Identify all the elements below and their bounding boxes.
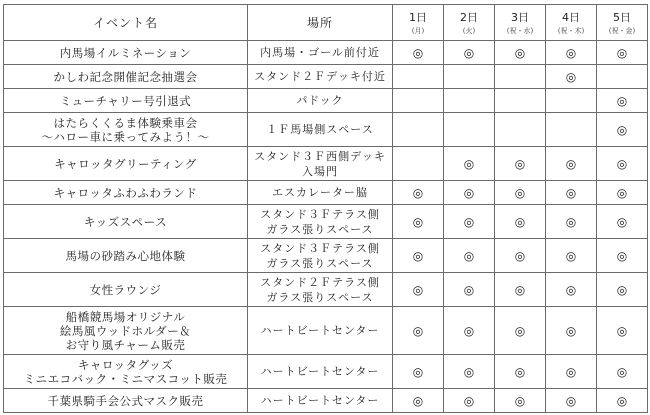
held-mark-icon: ◎	[616, 156, 628, 171]
day-4-cell	[546, 181, 597, 205]
place-line: ハートビートセンター	[260, 324, 380, 337]
day-number: 2日	[460, 10, 478, 24]
table-row	[4, 389, 648, 413]
held-mark-icon: ◎	[412, 214, 424, 229]
day-weekday: (火)	[462, 26, 476, 35]
day-2-cell	[444, 205, 495, 239]
held-mark-icon: ◎	[616, 93, 628, 108]
event-name-cell	[4, 113, 248, 147]
day-4-cell	[546, 89, 597, 113]
day-1-cell	[393, 273, 444, 307]
held-mark-icon: ◎	[463, 156, 475, 171]
place-line: 内馬場・ゴール前付近	[260, 46, 380, 59]
day-4-cell	[546, 65, 597, 89]
place-line: ハートビートセンター	[260, 394, 380, 407]
place-line: スタンド２Ｆデッキ付近	[254, 70, 386, 83]
day-3-cell	[495, 181, 546, 205]
day-1-cell	[393, 147, 444, 181]
event-name-line: キャロッタグッズ	[77, 357, 174, 372]
held-mark-icon: ◎	[412, 282, 424, 297]
header-day-4	[546, 5, 597, 41]
day-2-cell	[444, 89, 495, 113]
held-mark-icon: ◎	[616, 393, 628, 408]
held-mark-icon: ◎	[514, 185, 526, 200]
place-line: ガラス張りスペース	[266, 256, 374, 270]
header-day-2	[444, 5, 495, 41]
place-line: 入場門	[302, 164, 338, 178]
place-line: エスカレーター脇	[272, 186, 368, 199]
day-3-cell	[495, 205, 546, 239]
day-5-cell	[597, 389, 648, 413]
schedule-body	[4, 41, 648, 413]
held-mark-icon: ◎	[565, 323, 577, 338]
held-mark-icon: ◎	[514, 214, 526, 229]
day-3-cell	[495, 389, 546, 413]
event-name-line: キッズスペース	[83, 214, 168, 229]
place-line: スタンド２Ｆテラス側	[260, 275, 380, 289]
day-weekday: (祝・水)	[506, 26, 534, 35]
table-row	[4, 273, 648, 307]
place-line: スタンド３Ｆ西側デッキ	[254, 149, 386, 163]
day-1-cell	[393, 205, 444, 239]
day-3-cell	[495, 147, 546, 181]
header-day-5	[597, 5, 648, 41]
day-4-cell	[546, 389, 597, 413]
day-5-cell	[597, 65, 648, 89]
held-mark-icon: ◎	[463, 282, 475, 297]
held-mark-icon: ◎	[565, 185, 577, 200]
event-name-line: ミューチャリー号引退式	[59, 93, 192, 108]
day-3-cell	[495, 355, 546, 389]
header-place: 場所	[248, 5, 393, 41]
held-mark-icon: ◎	[565, 248, 577, 263]
event-name-line: 千葉県騎手会公式マスク販売	[47, 393, 204, 408]
day-4-cell	[546, 273, 597, 307]
day-3-cell	[495, 113, 546, 147]
held-mark-icon: ◎	[616, 323, 628, 338]
held-mark-icon: ◎	[616, 248, 628, 263]
day-3-cell	[495, 41, 546, 65]
held-mark-icon: ◎	[514, 364, 526, 379]
day-4-cell	[546, 41, 597, 65]
event-name-line: 内馬場イルミネーション	[59, 45, 192, 60]
day-2-cell	[444, 273, 495, 307]
held-mark-icon: ◎	[463, 214, 475, 229]
table-row	[4, 205, 648, 239]
day-1-cell	[393, 307, 444, 355]
held-mark-icon: ◎	[565, 45, 577, 60]
event-name-line: かしわ記念開催記念抽選会	[53, 69, 198, 84]
event-name-line: ミニエコバック・ミニマスコット販売	[23, 371, 228, 386]
day-2-cell	[444, 41, 495, 65]
held-mark-icon: ◎	[616, 185, 628, 200]
event-name-cell	[4, 147, 248, 181]
held-mark-icon: ◎	[565, 282, 577, 297]
held-mark-icon: ◎	[514, 323, 526, 338]
place-line: ガラス張りスペース	[266, 222, 374, 236]
day-2-cell	[444, 147, 495, 181]
day-1-cell	[393, 239, 444, 273]
event-name-line: お守り風チャーム販売	[65, 337, 186, 352]
place-cell	[248, 41, 393, 65]
day-2-cell	[444, 181, 495, 205]
day-5-cell	[597, 113, 648, 147]
event-name-cell	[4, 239, 248, 273]
held-mark-icon: ◎	[463, 248, 475, 263]
day-5-cell	[597, 355, 648, 389]
day-number: 1日	[409, 10, 427, 24]
event-name-cell	[4, 65, 248, 89]
table-row	[4, 113, 648, 147]
event-name-line: 馬場の砂踏み心地体験	[65, 248, 186, 263]
held-mark-icon: ◎	[514, 248, 526, 263]
event-schedule-table	[3, 4, 648, 413]
event-name-cell	[4, 89, 248, 113]
held-mark-icon: ◎	[616, 45, 628, 60]
day-number: 3日	[511, 10, 529, 24]
table-row	[4, 181, 648, 205]
place-line: パドック	[296, 94, 344, 107]
place-cell	[248, 147, 393, 181]
held-mark-icon: ◎	[412, 248, 424, 263]
held-mark-icon: ◎	[463, 393, 475, 408]
place-cell	[248, 181, 393, 205]
held-mark-icon: ◎	[463, 323, 475, 338]
day-5-cell	[597, 89, 648, 113]
event-name-cell	[4, 355, 248, 389]
day-5-cell	[597, 307, 648, 355]
place-cell	[248, 273, 393, 307]
day-4-cell	[546, 239, 597, 273]
day-5-cell	[597, 181, 648, 205]
day-1-cell	[393, 41, 444, 65]
day-4-cell	[546, 355, 597, 389]
place-cell	[248, 65, 393, 89]
held-mark-icon: ◎	[616, 122, 628, 137]
held-mark-icon: ◎	[514, 45, 526, 60]
held-mark-icon: ◎	[412, 323, 424, 338]
held-mark-icon: ◎	[616, 214, 628, 229]
day-1-cell	[393, 113, 444, 147]
day-number: 5日	[613, 10, 631, 24]
held-mark-icon: ◎	[514, 156, 526, 171]
place-line: スタンド３Ｆテラス側	[260, 241, 380, 255]
day-1-cell	[393, 181, 444, 205]
held-mark-icon: ◎	[565, 364, 577, 379]
place-cell	[248, 389, 393, 413]
day-5-cell	[597, 239, 648, 273]
day-1-cell	[393, 389, 444, 413]
day-1-cell	[393, 89, 444, 113]
day-3-cell	[495, 89, 546, 113]
event-name-cell	[4, 389, 248, 413]
day-2-cell	[444, 65, 495, 89]
held-mark-icon: ◎	[412, 185, 424, 200]
day-2-cell	[444, 113, 495, 147]
event-name-cell	[4, 307, 248, 355]
event-name-line: 船橋競馬場オリジナル	[65, 309, 186, 324]
place-cell	[248, 89, 393, 113]
place-line: ガラス張りスペース	[266, 290, 374, 304]
header-row	[4, 5, 648, 41]
header-event-name: イベント名	[4, 5, 248, 41]
event-name-line: はたらくくるま体験乗車会	[53, 115, 198, 130]
held-mark-icon: ◎	[616, 364, 628, 379]
event-name-cell	[4, 205, 248, 239]
day-1-cell	[393, 355, 444, 389]
place-cell	[248, 355, 393, 389]
event-name-cell	[4, 41, 248, 65]
day-4-cell	[546, 205, 597, 239]
day-3-cell	[495, 239, 546, 273]
held-mark-icon: ◎	[565, 393, 577, 408]
event-name-cell	[4, 181, 248, 205]
held-mark-icon: ◎	[616, 282, 628, 297]
held-mark-icon: ◎	[412, 364, 424, 379]
day-4-cell	[546, 307, 597, 355]
event-name-cell	[4, 273, 248, 307]
table-row	[4, 89, 648, 113]
table-row	[4, 41, 648, 65]
place-cell	[248, 239, 393, 273]
table-row	[4, 65, 648, 89]
day-2-cell	[444, 307, 495, 355]
day-3-cell	[495, 273, 546, 307]
held-mark-icon: ◎	[412, 393, 424, 408]
header-day-1	[393, 5, 444, 41]
event-name-line: 女性ラウンジ	[89, 282, 162, 297]
day-5-cell	[597, 273, 648, 307]
table-row	[4, 355, 648, 389]
day-number: 4日	[562, 10, 580, 24]
day-2-cell	[444, 389, 495, 413]
day-1-cell	[393, 65, 444, 89]
held-mark-icon: ◎	[565, 69, 577, 84]
day-weekday: (月)	[411, 26, 425, 35]
header-day-3	[495, 5, 546, 41]
day-5-cell	[597, 205, 648, 239]
held-mark-icon: ◎	[412, 45, 424, 60]
held-mark-icon: ◎	[565, 214, 577, 229]
table-row	[4, 147, 648, 181]
place-line: １Ｆ馬場側スペース	[266, 123, 374, 136]
day-5-cell	[597, 147, 648, 181]
day-weekday: (祝・木)	[557, 26, 585, 35]
held-mark-icon: ◎	[565, 156, 577, 171]
place-cell	[248, 205, 393, 239]
place-cell	[248, 113, 393, 147]
place-line: ハートビートセンター	[260, 365, 380, 378]
table-row	[4, 307, 648, 355]
event-name-line: 絵馬風ウッドホルダー＆	[59, 323, 192, 338]
day-4-cell	[546, 147, 597, 181]
day-2-cell	[444, 239, 495, 273]
day-3-cell	[495, 307, 546, 355]
day-3-cell	[495, 65, 546, 89]
day-2-cell	[444, 355, 495, 389]
held-mark-icon: ◎	[463, 185, 475, 200]
day-weekday: (祝・金)	[608, 26, 636, 35]
place-cell	[248, 307, 393, 355]
day-4-cell	[546, 113, 597, 147]
event-name-line: キャロッタグリーティング	[54, 156, 197, 171]
held-mark-icon: ◎	[463, 364, 475, 379]
held-mark-icon: ◎	[514, 282, 526, 297]
event-name-line: ～ハロー車に乗ってみよう！～	[41, 129, 210, 144]
day-5-cell	[597, 41, 648, 65]
event-name-line: キャロッタふわふわランド	[53, 185, 198, 200]
table-row	[4, 239, 648, 273]
held-mark-icon: ◎	[514, 393, 526, 408]
place-line: スタンド３Ｆテラス側	[260, 207, 380, 221]
held-mark-icon: ◎	[463, 45, 475, 60]
